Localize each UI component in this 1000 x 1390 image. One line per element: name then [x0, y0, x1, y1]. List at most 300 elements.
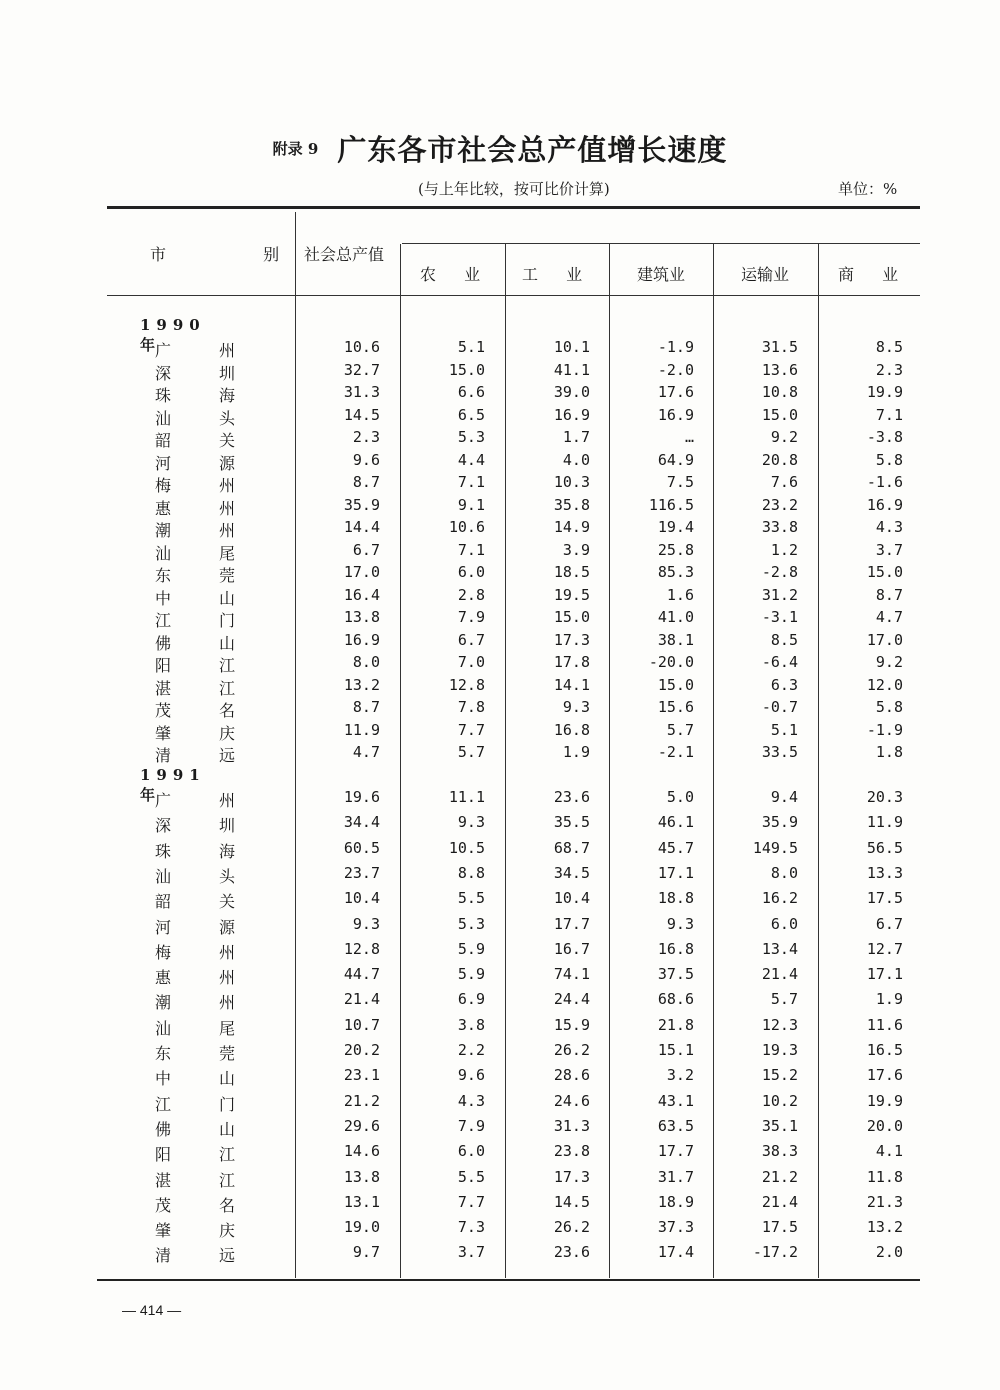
- table-row: [0, 518, 1000, 540]
- cell-construction: 18.8: [657, 889, 694, 908]
- city-name: 茂名: [155, 701, 284, 720]
- cell-construction: 38.1: [657, 630, 694, 649]
- cell-construction: 5.7: [666, 720, 694, 739]
- cell-total: 10.4: [343, 889, 380, 908]
- cell-transport: 21.4: [761, 965, 798, 984]
- city-name: 河源: [155, 917, 284, 937]
- cell-transport: 13.4: [761, 939, 798, 958]
- cell-transport: -6.4: [761, 653, 798, 671]
- page-title: 广东各市社会总产值增长速度: [337, 133, 728, 167]
- cell-construction: 1.6: [666, 585, 694, 604]
- cell-construction: -2.1: [657, 743, 694, 761]
- cell-industry: 26.2: [553, 1041, 590, 1059]
- cell-industry: 26.2: [553, 1218, 590, 1237]
- unit-label: 单位：%: [838, 180, 898, 198]
- table-row: [0, 541, 1000, 563]
- cell-total: 4.7: [352, 743, 380, 761]
- col-header-agriculture: 农 业: [420, 265, 487, 284]
- city-name: 清远: [155, 1246, 284, 1266]
- table-row: [0, 428, 1000, 450]
- cell-commerce: 8.5: [875, 338, 903, 356]
- city-name: 汕尾: [155, 1018, 284, 1038]
- table-row: [0, 1092, 1000, 1114]
- city-name: 潮州: [155, 993, 284, 1013]
- cell-agriculture: 6.0: [457, 1142, 485, 1161]
- cell-transport: 23.2: [761, 495, 798, 514]
- cell-agriculture: 9.3: [457, 813, 485, 832]
- cell-industry: 10.3: [553, 473, 590, 491]
- city-name: 珠海: [155, 386, 284, 405]
- cell-transport: 31.5: [761, 338, 798, 356]
- cell-construction: 37.3: [657, 1218, 694, 1237]
- cell-total: 9.3: [352, 914, 380, 933]
- table-row: [0, 940, 1000, 962]
- cell-agriculture: 7.1: [457, 540, 485, 559]
- cell-construction: 17.7: [657, 1142, 694, 1161]
- city-name: 潮州: [155, 521, 284, 540]
- table-row: [0, 1041, 1000, 1063]
- cell-total: 8.7: [352, 473, 380, 491]
- city-name: 湛江: [155, 678, 284, 698]
- cell-construction: 17.6: [657, 383, 694, 401]
- city-name: 佛山: [155, 633, 284, 653]
- cell-industry: 15.0: [553, 608, 590, 626]
- cell-construction: 9.3: [666, 914, 694, 933]
- cell-industry: 9.3: [562, 698, 590, 716]
- cell-transport: 16.2: [761, 889, 798, 908]
- page-number: — 414 —: [122, 1302, 182, 1318]
- cell-industry: 34.5: [553, 863, 590, 882]
- cell-agriculture: 2.8: [457, 585, 485, 604]
- table-row: [0, 965, 1000, 987]
- cell-industry: 17.3: [553, 1167, 590, 1186]
- city-name: 珠海: [155, 841, 284, 861]
- cell-transport: 35.1: [761, 1116, 798, 1135]
- cell-agriculture: 7.3: [457, 1218, 485, 1237]
- cell-construction: 16.8: [657, 939, 694, 958]
- cell-commerce: 19.9: [866, 1091, 903, 1110]
- top-rule: [107, 206, 920, 209]
- cell-total: 29.6: [343, 1116, 380, 1135]
- table-row: [0, 915, 1000, 937]
- cell-commerce: -1.9: [866, 720, 903, 739]
- city-name: 惠州: [155, 968, 284, 988]
- cell-agriculture: 12.8: [448, 675, 485, 694]
- table-row: [0, 1168, 1000, 1190]
- city-name: 汕头: [155, 408, 284, 428]
- cell-industry: 1.7: [562, 428, 590, 446]
- city-name: 深圳: [155, 363, 284, 383]
- cell-commerce: 16.9: [866, 495, 903, 514]
- cell-construction: 15.1: [657, 1041, 694, 1059]
- cell-transport: 10.8: [761, 383, 798, 401]
- cell-commerce: -3.8: [866, 428, 903, 446]
- cell-agriculture: 7.9: [457, 1116, 485, 1135]
- cell-transport: 12.3: [761, 1015, 798, 1034]
- cell-industry: 14.9: [553, 518, 590, 536]
- table-row: [0, 406, 1000, 428]
- cell-total: 35.9: [343, 495, 380, 514]
- cell-industry: 39.0: [553, 383, 590, 401]
- city-name: 中山: [155, 588, 284, 608]
- cell-industry: 1.9: [562, 743, 590, 761]
- cell-industry: 35.5: [553, 813, 590, 832]
- cell-agriculture: 6.6: [457, 383, 485, 401]
- cell-industry: 74.1: [553, 965, 590, 984]
- city-name: 清远: [155, 746, 284, 765]
- cell-construction: 85.3: [657, 563, 694, 581]
- cell-agriculture: 8.8: [457, 863, 485, 882]
- cell-transport: 15.0: [761, 405, 798, 424]
- table-row: [0, 788, 1000, 810]
- cell-total: 13.8: [343, 608, 380, 626]
- cell-transport: 8.5: [770, 630, 798, 649]
- cell-agriculture: 5.3: [457, 428, 485, 446]
- table-row: [0, 1016, 1000, 1038]
- cell-industry: 24.6: [553, 1091, 590, 1110]
- cell-total: 32.7: [343, 360, 380, 379]
- col-header-total: 社会总产值: [304, 245, 385, 264]
- cell-commerce: 6.7: [875, 914, 903, 933]
- cell-commerce: 8.7: [875, 585, 903, 604]
- table-row: [0, 586, 1000, 608]
- cell-industry: 16.7: [553, 939, 590, 958]
- city-name: 汕尾: [155, 543, 284, 563]
- cell-agriculture: 4.4: [457, 450, 485, 469]
- city-name: 惠州: [155, 498, 284, 518]
- city-name: 深圳: [155, 816, 284, 836]
- cell-transport: 21.2: [761, 1167, 798, 1186]
- table-row: [0, 839, 1000, 861]
- cell-industry: 17.3: [553, 630, 590, 649]
- cell-total: 17.0: [343, 563, 380, 581]
- cell-commerce: 4.7: [875, 608, 903, 626]
- cell-total: 10.7: [343, 1015, 380, 1034]
- cell-transport: 149.5: [752, 838, 798, 857]
- cell-agriculture: 6.5: [457, 405, 485, 424]
- cell-construction: 45.7: [657, 838, 694, 857]
- city-name: 汕头: [155, 866, 284, 886]
- cell-agriculture: 11.1: [448, 788, 485, 806]
- city-name: 韶关: [155, 431, 284, 450]
- city-name: 湛江: [155, 1170, 284, 1190]
- cell-total: 13.1: [343, 1192, 380, 1211]
- city-name: 茂名: [155, 1195, 284, 1215]
- cell-construction: 64.9: [657, 450, 694, 469]
- cell-agriculture: 2.2: [457, 1041, 485, 1059]
- cell-total: 9.7: [352, 1243, 380, 1262]
- header-subrule: [402, 243, 920, 244]
- cell-transport: 15.2: [761, 1066, 798, 1085]
- cell-commerce: 11.6: [866, 1015, 903, 1034]
- cell-commerce: 3.7: [875, 540, 903, 559]
- city-name: 广州: [155, 791, 284, 810]
- cell-construction: 41.0: [657, 608, 694, 626]
- table-row: [0, 1193, 1000, 1215]
- table-row: [0, 631, 1000, 653]
- cell-industry: 15.9: [553, 1015, 590, 1034]
- cell-construction: 116.5: [648, 495, 694, 514]
- table-row: [0, 496, 1000, 518]
- table-row: [0, 563, 1000, 585]
- cell-commerce: 56.5: [866, 838, 903, 857]
- cell-agriculture: 5.3: [457, 914, 485, 933]
- cell-industry: 23.6: [553, 788, 590, 806]
- cell-agriculture: 10.5: [448, 838, 485, 857]
- table-row: [0, 361, 1000, 383]
- city-name: 佛山: [155, 1119, 284, 1139]
- appendix-label: 附录 9: [272, 140, 319, 158]
- table-row: [0, 676, 1000, 698]
- table-row: [0, 1066, 1000, 1088]
- cell-total: 9.6: [352, 450, 380, 469]
- cell-agriculture: 6.0: [457, 563, 485, 581]
- cell-commerce: 17.5: [866, 889, 903, 908]
- cell-construction: -2.0: [657, 360, 694, 379]
- cell-commerce: 5.8: [875, 450, 903, 469]
- cell-construction: 17.1: [657, 863, 694, 882]
- cell-total: 12.8: [343, 939, 380, 958]
- cell-construction: 7.5: [666, 473, 694, 491]
- cell-total: 34.4: [343, 813, 380, 832]
- city-name: 江门: [155, 1094, 284, 1114]
- table-row: [0, 338, 1000, 360]
- cell-construction: 68.6: [657, 990, 694, 1009]
- cell-agriculture: 5.9: [457, 939, 485, 958]
- cell-commerce: -1.6: [866, 473, 903, 491]
- city-name: 阳江: [155, 1145, 284, 1165]
- cell-agriculture: 5.5: [457, 889, 485, 908]
- subtitle: (与上年比较，按可比价计算): [418, 180, 610, 198]
- cell-commerce: 16.5: [866, 1041, 903, 1059]
- city-name: 梅州: [155, 942, 284, 962]
- cell-total: 16.9: [343, 630, 380, 649]
- cell-transport: 17.5: [761, 1218, 798, 1237]
- cell-agriculture: 6.9: [457, 990, 485, 1009]
- table-row: [0, 721, 1000, 743]
- cell-agriculture: 3.7: [457, 1243, 485, 1262]
- cell-transport: 7.6: [770, 473, 798, 491]
- cell-transport: 20.8: [761, 450, 798, 469]
- cell-construction: 21.8: [657, 1015, 694, 1034]
- cell-industry: 17.7: [553, 914, 590, 933]
- cell-commerce: 17.0: [866, 630, 903, 649]
- cell-construction: 63.5: [657, 1116, 694, 1135]
- cell-total: 44.7: [343, 965, 380, 984]
- cell-commerce: 20.0: [866, 1116, 903, 1135]
- cell-construction: 18.9: [657, 1192, 694, 1211]
- cell-construction: 37.5: [657, 965, 694, 984]
- cell-agriculture: 7.0: [457, 653, 485, 671]
- cell-total: 23.7: [343, 863, 380, 882]
- col-header-region: 市 别: [150, 245, 326, 264]
- cell-total: 2.3: [352, 428, 380, 446]
- cell-industry: 14.1: [553, 675, 590, 694]
- cell-agriculture: 5.9: [457, 965, 485, 984]
- year-heading: 1991年: [140, 766, 206, 804]
- city-name: 梅州: [155, 476, 284, 495]
- cell-commerce: 11.8: [866, 1167, 903, 1186]
- cell-total: 14.4: [343, 518, 380, 536]
- cell-total: 20.2: [343, 1041, 380, 1059]
- cell-industry: 31.3: [553, 1116, 590, 1135]
- cell-transport: 31.2: [761, 585, 798, 604]
- cell-agriculture: 4.3: [457, 1091, 485, 1110]
- table-row: [0, 1117, 1000, 1139]
- cell-commerce: 20.3: [866, 788, 903, 806]
- cell-commerce: 21.3: [866, 1192, 903, 1211]
- cell-industry: 18.5: [553, 563, 590, 581]
- cell-construction: …: [684, 428, 694, 446]
- cell-transport: -2.8: [761, 563, 798, 581]
- cell-total: 14.5: [343, 405, 380, 424]
- cell-agriculture: 15.0: [448, 360, 485, 379]
- cell-total: 13.8: [343, 1167, 380, 1186]
- cell-commerce: 9.2: [875, 653, 903, 671]
- cell-total: 19.0: [343, 1218, 380, 1237]
- cell-construction: 15.6: [657, 698, 694, 716]
- cell-agriculture: 7.8: [457, 698, 485, 716]
- city-name: 阳江: [155, 656, 284, 675]
- cell-total: 31.3: [343, 383, 380, 401]
- cell-construction: 3.2: [666, 1066, 694, 1085]
- cell-commerce: 19.9: [866, 383, 903, 401]
- col-header-transport: 运输业: [741, 265, 790, 284]
- cell-total: 13.2: [343, 675, 380, 694]
- cell-agriculture: 7.9: [457, 608, 485, 626]
- cell-construction: 43.1: [657, 1091, 694, 1110]
- table-row: [0, 864, 1000, 886]
- cell-construction: 17.4: [657, 1243, 694, 1262]
- cell-commerce: 2.0: [875, 1243, 903, 1262]
- cell-transport: 6.0: [770, 914, 798, 933]
- cell-transport: 9.4: [770, 788, 798, 806]
- cell-total: 23.1: [343, 1066, 380, 1085]
- cell-commerce: 1.8: [875, 743, 903, 761]
- cell-transport: -17.2: [752, 1243, 798, 1262]
- table-row: [0, 1142, 1000, 1164]
- col-header-commerce: 商 业: [838, 265, 905, 284]
- cell-commerce: 17.6: [866, 1066, 903, 1085]
- cell-construction: 16.9: [657, 405, 694, 424]
- cell-agriculture: 3.8: [457, 1015, 485, 1034]
- cell-agriculture: 7.7: [457, 720, 485, 739]
- table-row: [0, 1218, 1000, 1240]
- cell-commerce: 12.0: [866, 675, 903, 694]
- cell-industry: 41.1: [553, 360, 590, 379]
- cell-construction: 46.1: [657, 813, 694, 832]
- table-row: [0, 889, 1000, 911]
- cell-total: 60.5: [343, 838, 380, 857]
- cell-agriculture: 6.7: [457, 630, 485, 649]
- cell-industry: 10.4: [553, 889, 590, 908]
- cell-agriculture: 10.6: [448, 518, 485, 536]
- cell-transport: 6.3: [770, 675, 798, 694]
- city-name: 广州: [155, 341, 284, 360]
- cell-commerce: 7.1: [875, 405, 903, 424]
- table-row: [0, 990, 1000, 1012]
- cell-industry: 68.7: [553, 838, 590, 857]
- cell-commerce: 1.9: [875, 990, 903, 1009]
- cell-industry: 35.8: [553, 495, 590, 514]
- table-row: [0, 653, 1000, 675]
- city-name: 韶关: [155, 892, 284, 912]
- cell-industry: 23.6: [553, 1243, 590, 1262]
- cell-transport: 1.2: [770, 540, 798, 559]
- cell-construction: 25.8: [657, 540, 694, 559]
- cell-industry: 10.1: [553, 338, 590, 356]
- table-row: [0, 608, 1000, 630]
- cell-transport: -3.1: [761, 608, 798, 626]
- cell-transport: 8.0: [770, 863, 798, 882]
- city-name: 肇庆: [155, 723, 284, 743]
- cell-agriculture: 5.1: [457, 338, 485, 356]
- col-header-industry: 工 业: [522, 265, 589, 284]
- cell-commerce: 13.2: [866, 1218, 903, 1237]
- cell-industry: 14.5: [553, 1192, 590, 1211]
- cell-commerce: 5.8: [875, 698, 903, 716]
- cell-construction: 19.4: [657, 518, 694, 536]
- table-row: [0, 473, 1000, 495]
- cell-commerce: 17.1: [866, 965, 903, 984]
- cell-agriculture: 9.6: [457, 1066, 485, 1085]
- cell-construction: 31.7: [657, 1167, 694, 1186]
- table-row: [0, 1243, 1000, 1265]
- cell-transport: 38.3: [761, 1142, 798, 1161]
- cell-total: 8.0: [352, 653, 380, 671]
- cell-transport: 13.6: [761, 360, 798, 379]
- city-name: 东莞: [155, 566, 284, 585]
- cell-commerce: 12.7: [866, 939, 903, 958]
- cell-total: 21.2: [343, 1091, 380, 1110]
- cell-transport: 19.3: [761, 1041, 798, 1059]
- cell-agriculture: 7.1: [457, 473, 485, 491]
- cell-total: 19.6: [343, 788, 380, 806]
- table-row: [0, 451, 1000, 473]
- cell-total: 10.6: [343, 338, 380, 356]
- city-name: 河源: [155, 453, 284, 473]
- cell-industry: 16.8: [553, 720, 590, 739]
- cell-commerce: 4.3: [875, 518, 903, 536]
- cell-total: 16.4: [343, 585, 380, 604]
- col-header-construction: 建筑业: [637, 265, 686, 284]
- cell-total: 8.7: [352, 698, 380, 716]
- cell-agriculture: 9.1: [457, 495, 485, 514]
- cell-total: 6.7: [352, 540, 380, 559]
- table-row: [0, 813, 1000, 835]
- cell-commerce: 4.1: [875, 1142, 903, 1161]
- cell-industry: 24.4: [553, 990, 590, 1009]
- cell-total: 21.4: [343, 990, 380, 1009]
- cell-total: 11.9: [343, 720, 380, 739]
- city-name: 肇庆: [155, 1221, 284, 1241]
- cell-transport: 10.2: [761, 1091, 798, 1110]
- cell-transport: -0.7: [761, 698, 798, 716]
- cell-construction: -1.9: [657, 338, 694, 356]
- city-name: 东莞: [155, 1044, 284, 1063]
- title-row: [0, 128, 1000, 169]
- cell-transport: 9.2: [770, 428, 798, 446]
- cell-industry: 17.8: [553, 653, 590, 671]
- cell-construction: 15.0: [657, 675, 694, 694]
- year-heading: 1990年: [140, 316, 206, 354]
- city-name: 江门: [155, 611, 284, 630]
- cell-industry: 16.9: [553, 405, 590, 424]
- cell-transport: 33.5: [761, 743, 798, 761]
- table-row: [0, 698, 1000, 720]
- cell-transport: 33.8: [761, 518, 798, 536]
- cell-commerce: 13.3: [866, 863, 903, 882]
